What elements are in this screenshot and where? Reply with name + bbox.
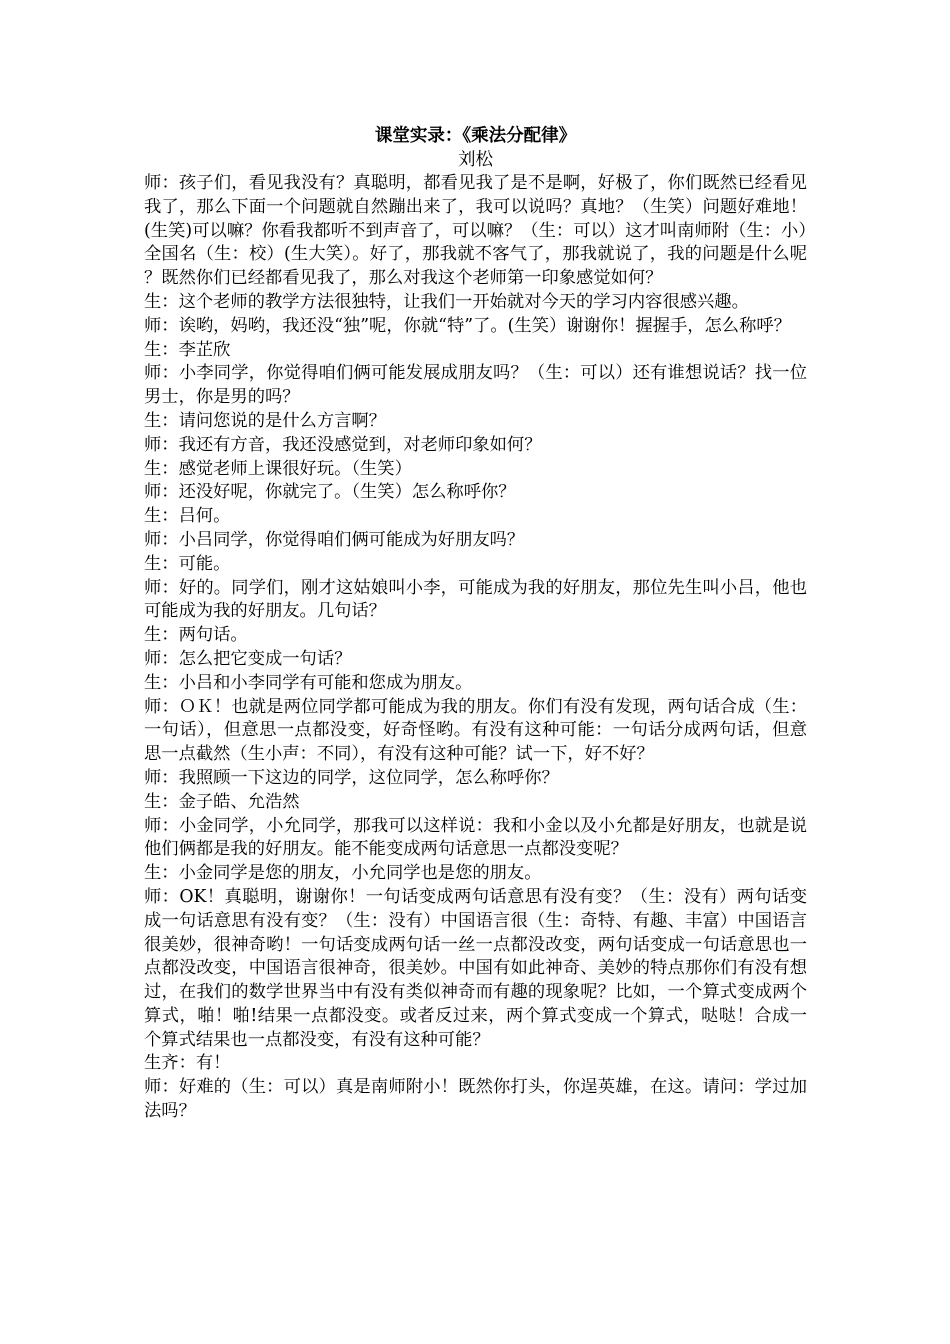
document-title: 课堂实录：《乘法分配律》 — [374, 126, 577, 146]
dialogue-paragraph: 生：这个老师的教学方法很独特，让我们一开始就对今天的学习内容很感兴趣。 — [144, 291, 749, 312]
dialogue-paragraph: 师：小金同学，小允同学，那我可以这样说：我和小金以及小允都是好朋友，也就是说他们俩都是我的好朋友。能不能变成两句话意思一点都没变呢？ — [144, 815, 807, 860]
dialogue-paragraph: 师：孩子们，看见我没有？真聪明，都看见我了是不是啊，好极了，你们既然已经看见我了，那么下面一个问题就自然蹦出来了，我可以说吗？真地？（生笑）问题好难地！(生笑)可以嘛？你看我都听不到声音了，可以嘛？（生：可以）这才叫南师附（生：小）全国名（生：校）(生大笑）。好了，那我就不客气了，那我就说了，我的问题是什么呢？既然你们已经都看见我了，那么对我这个老师第一印象感觉如何？ — [144, 173, 807, 289]
dialogue-paragraph: 师：怎么把它变成一句话？ — [144, 648, 352, 669]
dialogue-paragraph: 生：小金同学是您的朋友，小允同学也是您的朋友。 — [144, 863, 542, 884]
dialogue-paragraph: 师：OK！真聪明，谢谢你！一句话变成两句话意思有没有变？（生：没有）两句话变成一句话意思有没有变？（生：没有）中国语言很（生：奇特、有趣、丰富）中国语言很美妙，很神奇哟！一句话变成两句话一丝一点都没改变，两句话变成一句话意思也一点都没改变，中国语言很神奇，很美妙。中国有如此神奇、美妙的特点那你们有没有想过，在我们的数学世界当中有没有类似神奇而有趣的现象呢？比如，一个算式变成两个算式，啪！啪!结果一点都没变。或者反过来，两个算式变成一个算式，哒哒！合成一个算式结果也一点都没变，有没有这种可能？ — [144, 886, 807, 1050]
dialogue-paragraph: 生：金子皓、允浩然 — [144, 791, 300, 812]
dialogue-paragraph: 生：请问您说的是什么方言啊？ — [144, 410, 386, 431]
dialogue-paragraph: 生齐：有！ — [144, 1053, 231, 1074]
dialogue-paragraph: 师：还没好呢，你就完了。（生笑）怎么称呼你？ — [144, 482, 516, 503]
dialogue-paragraph: 师：我还有方音，我还没感觉到，对老师印象如何？ — [144, 434, 542, 455]
dialogue-paragraph: 生：小吕和小李同学有可能和您成为朋友。 — [144, 672, 473, 693]
dialogue-paragraph: 师：好难的（生：可以）真是南师附小！既然你打头，你逞英雄，在这。请问：学过加法吗？ — [144, 1077, 807, 1122]
dialogue-paragraph: 生：李芷欣 — [144, 339, 231, 360]
document-body — [144, 172, 807, 1124]
dialogue-paragraph: 师：小吕同学，你觉得咱们俩可能成为好朋友吗？ — [144, 529, 525, 550]
dialogue-paragraph: 师：诶哟，妈哟，我还没“独”呢，你就“特”了。(生笑）谢谢你！握握手，怎么称呼？ — [144, 315, 791, 336]
dialogue-paragraph: 师：小李同学，你觉得咱们俩可能发展成朋友吗？（生：可以）还有谁想说话？找一位男士，你是男的吗？ — [144, 363, 807, 408]
document-page — [144, 124, 807, 1124]
dialogue-paragraph: 师：ＯＫ！也就是两位同学都可能成为我的朋友。你们有没有发现，两句话合成（生：一句话），但意思一点都没变，好奇怪哟。有没有这种可能：一句话分成两句话，但意思一点截然（生小声：不同），有没有这种可能？试一下，好不好？ — [144, 696, 807, 765]
dialogue-paragraph: 生：感觉老师上课很好玩。（生笑） — [144, 458, 412, 479]
dialogue-paragraph: 师：我照顾一下这边的同学，这位同学，怎么称呼你？ — [144, 767, 559, 788]
document-author: 刘松 — [458, 150, 493, 170]
dialogue-paragraph: 师：好的。同学们，刚才这姑娘叫小李，可能成为我的好朋友，那位先生叫小吕，他也可能成为我的好朋友。几句话？ — [144, 577, 807, 622]
dialogue-paragraph: 生：可能。 — [144, 553, 231, 574]
dialogue-paragraph: 生：吕何。 — [144, 506, 231, 527]
dialogue-paragraph: 生：两句话。 — [144, 625, 248, 646]
